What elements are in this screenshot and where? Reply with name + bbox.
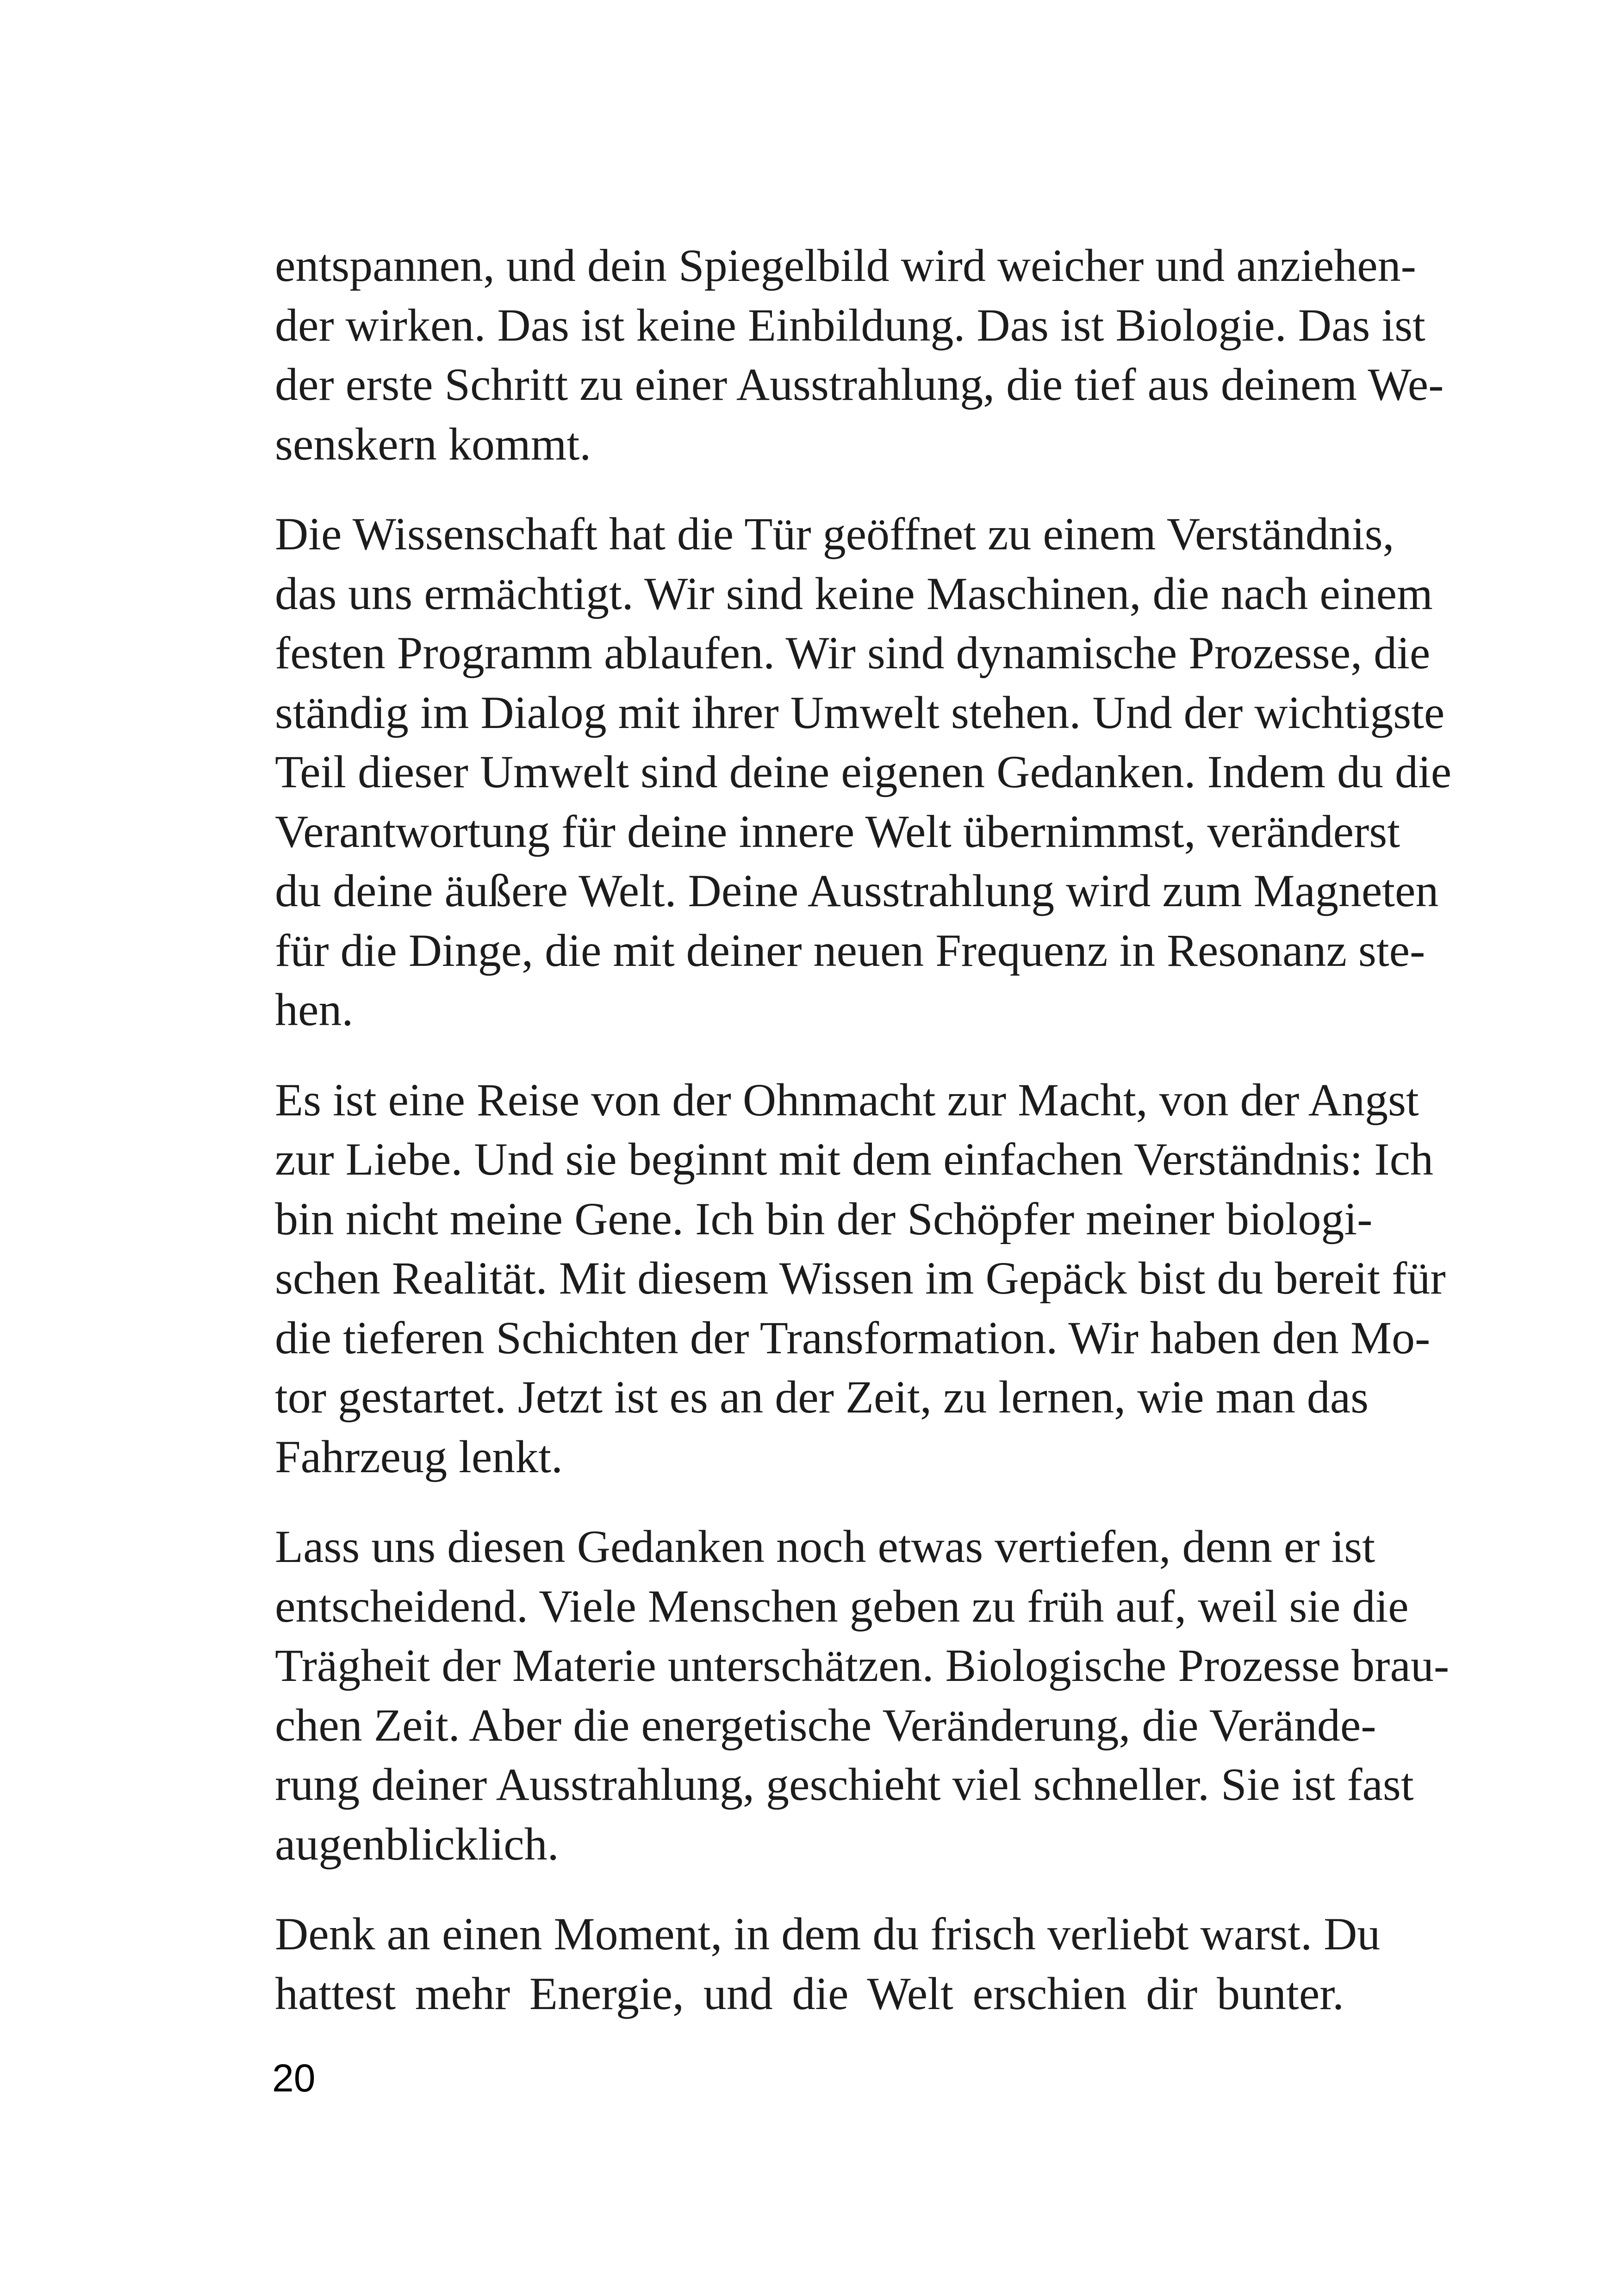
text-line: Trägheit der Materie unterschätzen. Biologische Prozesse brau- (275, 1640, 1450, 1691)
text-line: tor gestartet. Jetzt ist es an der Zeit, zu lernen, wie man das (275, 1371, 1369, 1423)
body-text (275, 236, 1452, 2054)
text-line: Verantwortung für deine innere Welt übernimmst, veränderst (275, 805, 1400, 857)
text-line: die tieferen Schichten der Transformation. Wir haben den Mo- (275, 1312, 1431, 1363)
text-line: hattest mehr Energie, und die Welt erschien dir bunter. (275, 1967, 1344, 2019)
text-line: schen Realität. Mit diesem Wissen im Gepäck bist du bereit für (275, 1252, 1446, 1304)
text-line: Denk an einen Moment, in dem du frisch verliebt warst. Du (275, 1908, 1381, 1960)
text-line: entscheidend. Viele Menschen geben zu früh auf, weil sie die (275, 1580, 1409, 1632)
paragraph-3 (275, 1070, 1446, 1487)
paragraph-5 (275, 1904, 1381, 2023)
text-line: für die Dinge, die mit deiner neuen Frequenz in Resonanz ste- (275, 924, 1425, 976)
text-line: ständig im Dialog mit ihrer Umwelt stehen. Und der wichtigste (275, 686, 1445, 738)
text-line: augenblicklich. (275, 1818, 559, 1870)
text-line: der wirken. Das ist keine Einbildung. Das ist Biologie. Das ist (275, 299, 1425, 351)
text-line: Die Wissenschaft hat die Tür geöffnet zu einem Verständnis, (275, 508, 1394, 560)
text-line: Teil dieser Umwelt sind deine eigenen Gedanken. Indem du die (275, 746, 1452, 797)
text-line: festen Programm ablaufen. Wir sind dynamische Prozesse, die (275, 627, 1431, 678)
paragraph-1 (275, 236, 1444, 474)
paragraph-4 (275, 1517, 1450, 1874)
text-line: du deine äußere Welt. Deine Ausstrahlung wird zum Magneten (275, 865, 1439, 916)
text-line: der erste Schritt zu einer Ausstrahlung, die tief aus deinem We- (275, 359, 1444, 410)
text-line: zur Liebe. Und sie beginnt mit dem einfachen Verständnis: Ich (275, 1133, 1433, 1185)
text-line: Es ist eine Reise von der Ohnmacht zur Macht, von der Angst (275, 1074, 1419, 1126)
text-line: hen. (275, 984, 354, 1035)
text-line: Lass uns diesen Gedanken noch etwas vertiefen, denn er ist (275, 1521, 1375, 1572)
text-line: rung deiner Ausstrahlung, geschieht viel schneller. Sie ist fast (275, 1759, 1414, 1810)
text-line: senskern kommt. (275, 418, 591, 470)
text-line: chen Zeit. Aber die energetische Veränderung, die Verände- (275, 1699, 1376, 1751)
text-line: Fahrzeug lenkt. (275, 1431, 563, 1482)
text-line: das uns ermächtigt. Wir sind keine Maschinen, die nach einem (275, 567, 1433, 619)
page-number: 20 (272, 2056, 316, 2100)
paragraph-2 (275, 504, 1452, 1040)
text-line: bin nicht meine Gene. Ich bin der Schöpfer meiner biologi- (275, 1193, 1373, 1244)
text-line: entspannen, und dein Spiegelbild wird weicher und anziehen- (275, 240, 1416, 291)
